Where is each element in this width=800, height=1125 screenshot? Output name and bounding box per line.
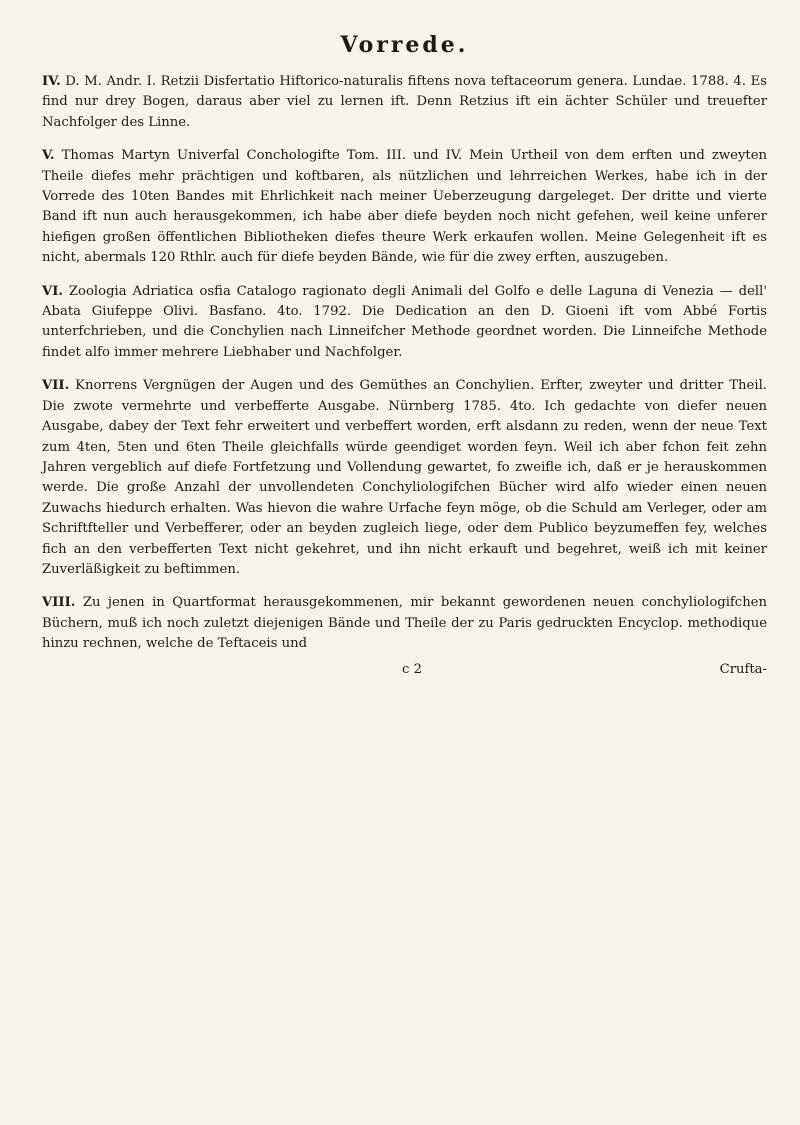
entry-text: Knorrens Vergnügen der Augen und des Gemüthes an Conchylien. Erfter, zweyter und dritter Theil. Die zwote vermehrte und verbefferte Ausgabe. Nürnberg 1785. 4to. Ich gedachte von diefer neuen Ausgabe, dabey der Text fehr erweitert und verbeffert worden, erft alsdann zu reden, wenn der neue Text zum 4ten, 5ten und 6ten Theile gleichfalls würde geendiget worden feyn. Weil ich aber fchon feit zehn Jahren vergeblich auf diefe Fortfetzung und Vollendung gewartet, fo zweifle ich, daß er je herauskommen werde. Die große Anzahl der unvollendeten Conchyliologifchen Bücher wird alfo wieder einen neuen Zuwachs hiedurch erhalten. Was hievon die wahre Urfache feyn möge, ob die Schuld am Verleger, oder am Schriftfteller und Verbefferer, oder an beyden zugleich liege, oder dem Publico beyzumeffen fey, welches fich an den verbefferten Text nicht gekehret, und ihn nicht erkauft und begehret, weiß ich mit keiner Zuverläßigkeit zu beftimmen. [42, 378, 767, 577]
entry-number: VI. [42, 283, 63, 299]
signature-mark: c 2 [402, 661, 422, 677]
entry-number: IV. [42, 74, 61, 89]
entry-text: Thomas Martyn Univerfal Conchologifte Tom. III. und IV. Mein Urtheil von dem erften und zweyten Theile diefes mehr prächtigen und koftbaren, als nützlichen und lehrreichen Werkes, habe ich in der Vorrede des 10ten Bandes mit Ehrlichkeit nach meiner Ueberzeugung dargeleget. Der dritte und vierte Band ift nun auch herausgekommen, ich habe aber diefe beyden noch nicht gefehen, weil keine unferer hiefigen großen öffentlichen Bibliotheken diefes theure Werk erkaufen wollen. Meine Gelegenheit ift es nicht, abermals 120 Rthlr. auch für diefe beyden Bände, wie für die zwey erften, auszugeben. [42, 148, 767, 266]
entry-number: VIII. [42, 595, 76, 611]
entry-vi [42, 282, 767, 364]
entry-iv [42, 72, 767, 133]
page [42, 32, 767, 682]
running-head: Vorrede. [340, 32, 469, 58]
entry-viii [42, 593, 767, 654]
entry-text: Zu jenen in Quartformat herausgekommenen, mir bekannt gewordenen neuen conchyliologifchen Büchern, muß ich noch zuletzt diejenigen Bände und Theile der zu Paris gedruckten Encyclop. methodique hinzu rechnen, welche de Teftaceis und [42, 595, 767, 652]
catchword: Crufta- [719, 661, 767, 677]
entry-number: V. [42, 148, 55, 164]
entry-text: D. M. Andr. I. Retzii Disfertatio Hiftorico-naturalis fiftens nova teftaceorum genera. Lundae. 1788. 4. Es find nur drey Bogen, daraus aber viel zu lernen ift. Denn Retzius ift ein ächter Schüler und treuefter Nachfolger des Linne. [42, 74, 767, 130]
entry-text: Zoologia Adriatica osfia Catalogo ragionato degli Animali del Golfo e delle Laguna di Venezia — dell' Abata Giufeppe Olivi. Basfano. 4to. 1792. Die Dedication an den D. Gioeni ift vom Abbé Fortis unterfchrieben, und die Conchylien nach Linneifcher Methode geordnet worden. Die Linneifche Methode findet alfo immer mehrere Liebhaber und Nachfolger. [42, 283, 767, 360]
page-footer [42, 662, 767, 682]
entry-number: VII. [42, 378, 70, 394]
entry-vii [42, 376, 767, 580]
entry-v [42, 146, 767, 268]
